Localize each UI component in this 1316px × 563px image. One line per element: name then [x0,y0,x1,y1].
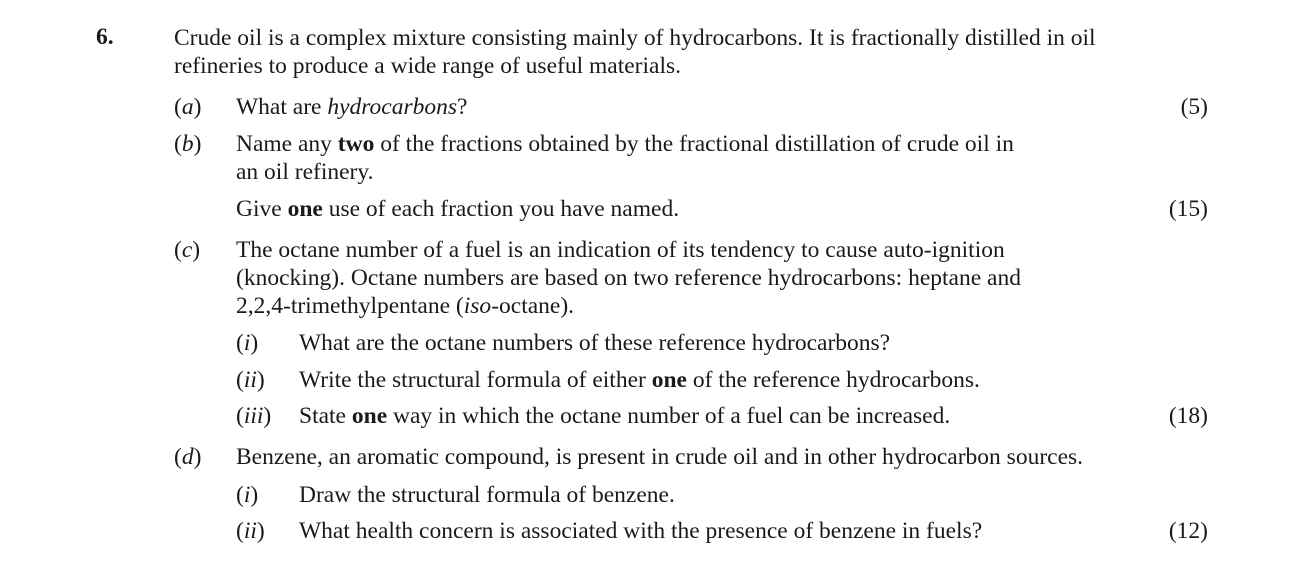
question-number: 6. [96,24,114,50]
part-d-ii-text: What health concern is associated with the presence of benzene in fuels? [299,518,983,544]
part-a-marks: (5) [1180,94,1208,120]
part-d-line-1: Benzene, an aromatic compound, is present in crude oil and in other hydrocarbon sources. [236,444,1084,470]
part-d-i-text: Draw the structural formula of benzene. [299,482,675,508]
part-c-marks: (18) [1168,403,1208,429]
part-b-line-3: Give one use of each fraction you have named. [236,196,680,222]
part-c-ii-label: (ii) [236,367,265,393]
part-c-i-text: What are the octane numbers of these reference hydrocarbons? [299,330,891,356]
part-d-label: (d) [174,444,202,470]
part-d-marks: (12) [1168,518,1208,544]
part-b-marks: (15) [1168,196,1208,222]
part-c-iii-label: (iii) [236,403,272,429]
part-c-iii-text: State one way in which the octane number of a fuel can be increased. [299,403,951,429]
part-c-line-2: (knocking). Octane numbers are based on two reference hydrocarbons: heptane and [236,265,1021,291]
part-a-label: (a) [174,94,202,120]
part-c-ii-text: Write the structural formula of either one of the reference hydrocarbons. [299,367,980,393]
part-b-label: (b) [174,131,202,157]
part-c-i-label: (i) [236,330,259,356]
part-d-ii-label: (ii) [236,518,265,544]
question-intro-line-1: Crude oil is a complex mixture consisting mainly of hydrocarbons. It is fractionally distilled in oil [174,25,1096,51]
part-c-line-1: The octane number of a fuel is an indication of its tendency to cause auto-ignition [236,237,1005,263]
part-b-line-2: an oil refinery. [236,159,374,185]
part-b-line-1: Name any two of the fractions obtained by the fractional distillation of crude oil in [236,131,1014,157]
part-a-text: What are hydrocarbons? [236,94,468,120]
part-c-label: (c) [174,237,201,263]
part-c-line-3: 2,2,4-trimethylpentane (iso-octane). [236,293,575,319]
question-intro-line-2: refineries to produce a wide range of useful materials. [174,53,681,79]
part-d-i-label: (i) [236,482,259,508]
